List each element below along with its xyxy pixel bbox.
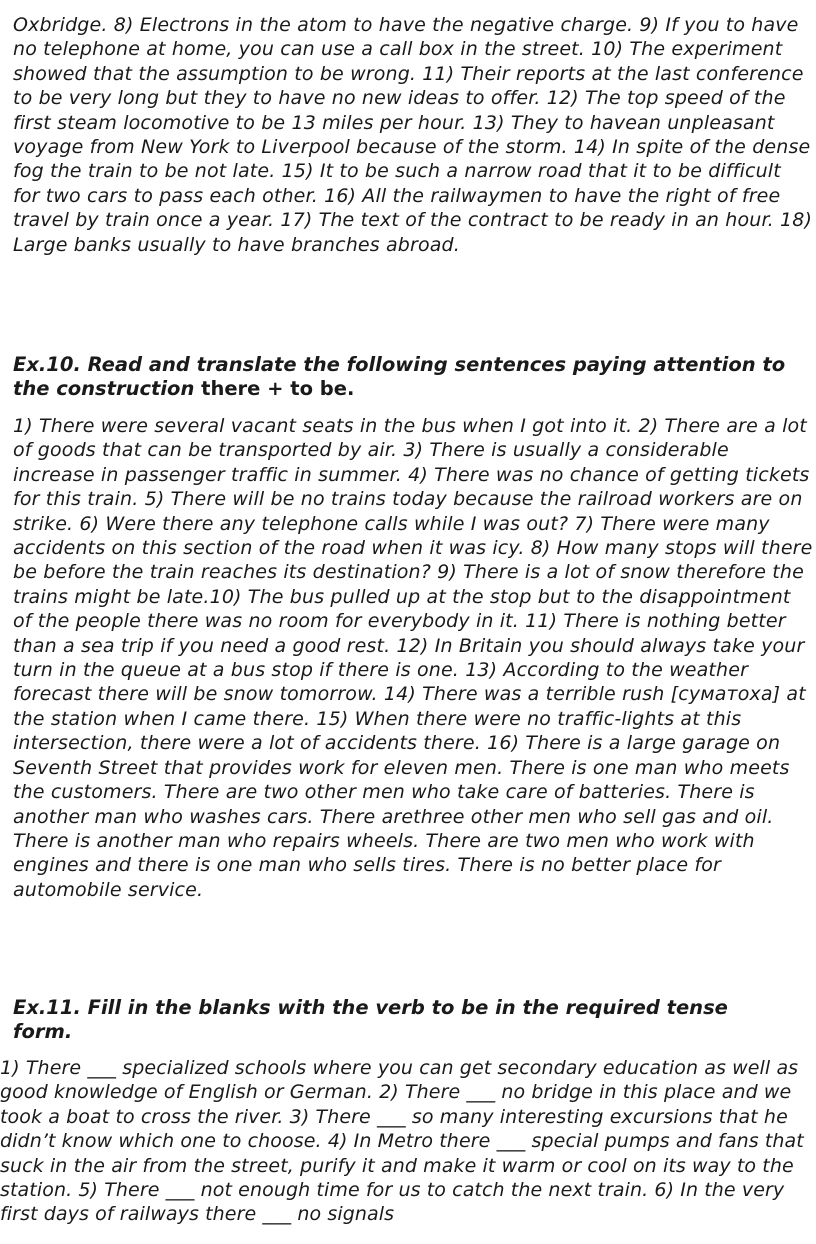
ex10-heading-italic: Ex.10. Read and translate the following sentences paying attention to the construction <box>13 353 786 400</box>
ex10-heading <box>13 353 813 401</box>
ex10-heading-upright: there + to be. <box>194 377 355 400</box>
ex11-body: 1) There ___ specialized schools where you can get secondary education as well as good knowledge of English or German. 2) There ___ no bridge in this place and we took a boat to cross the river. 3) There ___ so many interesting excursions that he didn’t know which one to choose. 4) In Metro there ___ special pumps and fans that suck in the air from the street, purify it and make it warm or cool on its way to the station. 5) There ___ not enough time for us to catch the next train. 6) In the very first days of railways there ___ no signals <box>0 1057 804 1226</box>
intro-paragraph: Oxbridge. 8) Electrons in the atom to have the negative charge. 9) If you to have no telephone at home, you can use a call box in the street. 10) The experiment showed that the assumption to be wrong. 11) Their reports at the last conference to be very long but they to have no new ideas to offer. 12) The top speed of the first steam locomotive to be 13 miles per hour. 13) They to havean unpleasant voyage from New York to Liverpool because of the storm. 14) In spite of the dense fog the train to be not late. 15) It to be such a narrow road that it to be difficult for two cars to pass each other. 16) All the railwaymen to have the right of free travel by train once a year. 17) The text of the contract to be ready in an hour. 18) Large banks usually to have branches abroad. <box>13 14 813 256</box>
ex10-body: 1) There were several vacant seats in the bus when I got into it. 2) There are a lot of goods that can be transported by air. 3) There is usually a considerable increase in passenger traffic in summer. 4) There was no chance of getting tickets for this train. 5) There will be no trains today because the railroad workers are on strike. 6) Were there any telephone calls while I was out? 7) There were many accidents on this section of the road when it was icy. 8) How many stops will there be before the train reaches its destination? 9) There is a lot of snow therefore the trains might be late.10) The bus pulled up at the stop but to the disappointment of the people there was no room for everybody in it. 11) There is nothing better than a sea trip if you need a good rest. 12) In Britain you should always take your turn in the queue at a bus stop if there is one. 13) According to the weather forecast there will be snow tomorrow. 14) There was a terrible rush [суматоха] at the station when I came there. 15) When there were no traffic-lights at this intersection, there were a lot of accidents there. 16) There is a large garage on Seventh Street that provides work for eleven men. There is one man who meets the customers. There are two other men who take care of batteries. There is another man who washes cars. There arethree other men who sell gas and oil. There is another man who repairs wheels. There are two men who work with engines and there is one man who sells tires. There is no better place for automobile service. <box>13 415 813 901</box>
ex11-heading: Ex.11. Fill in the blanks with the verb to be in the required tense form. <box>13 996 728 1043</box>
